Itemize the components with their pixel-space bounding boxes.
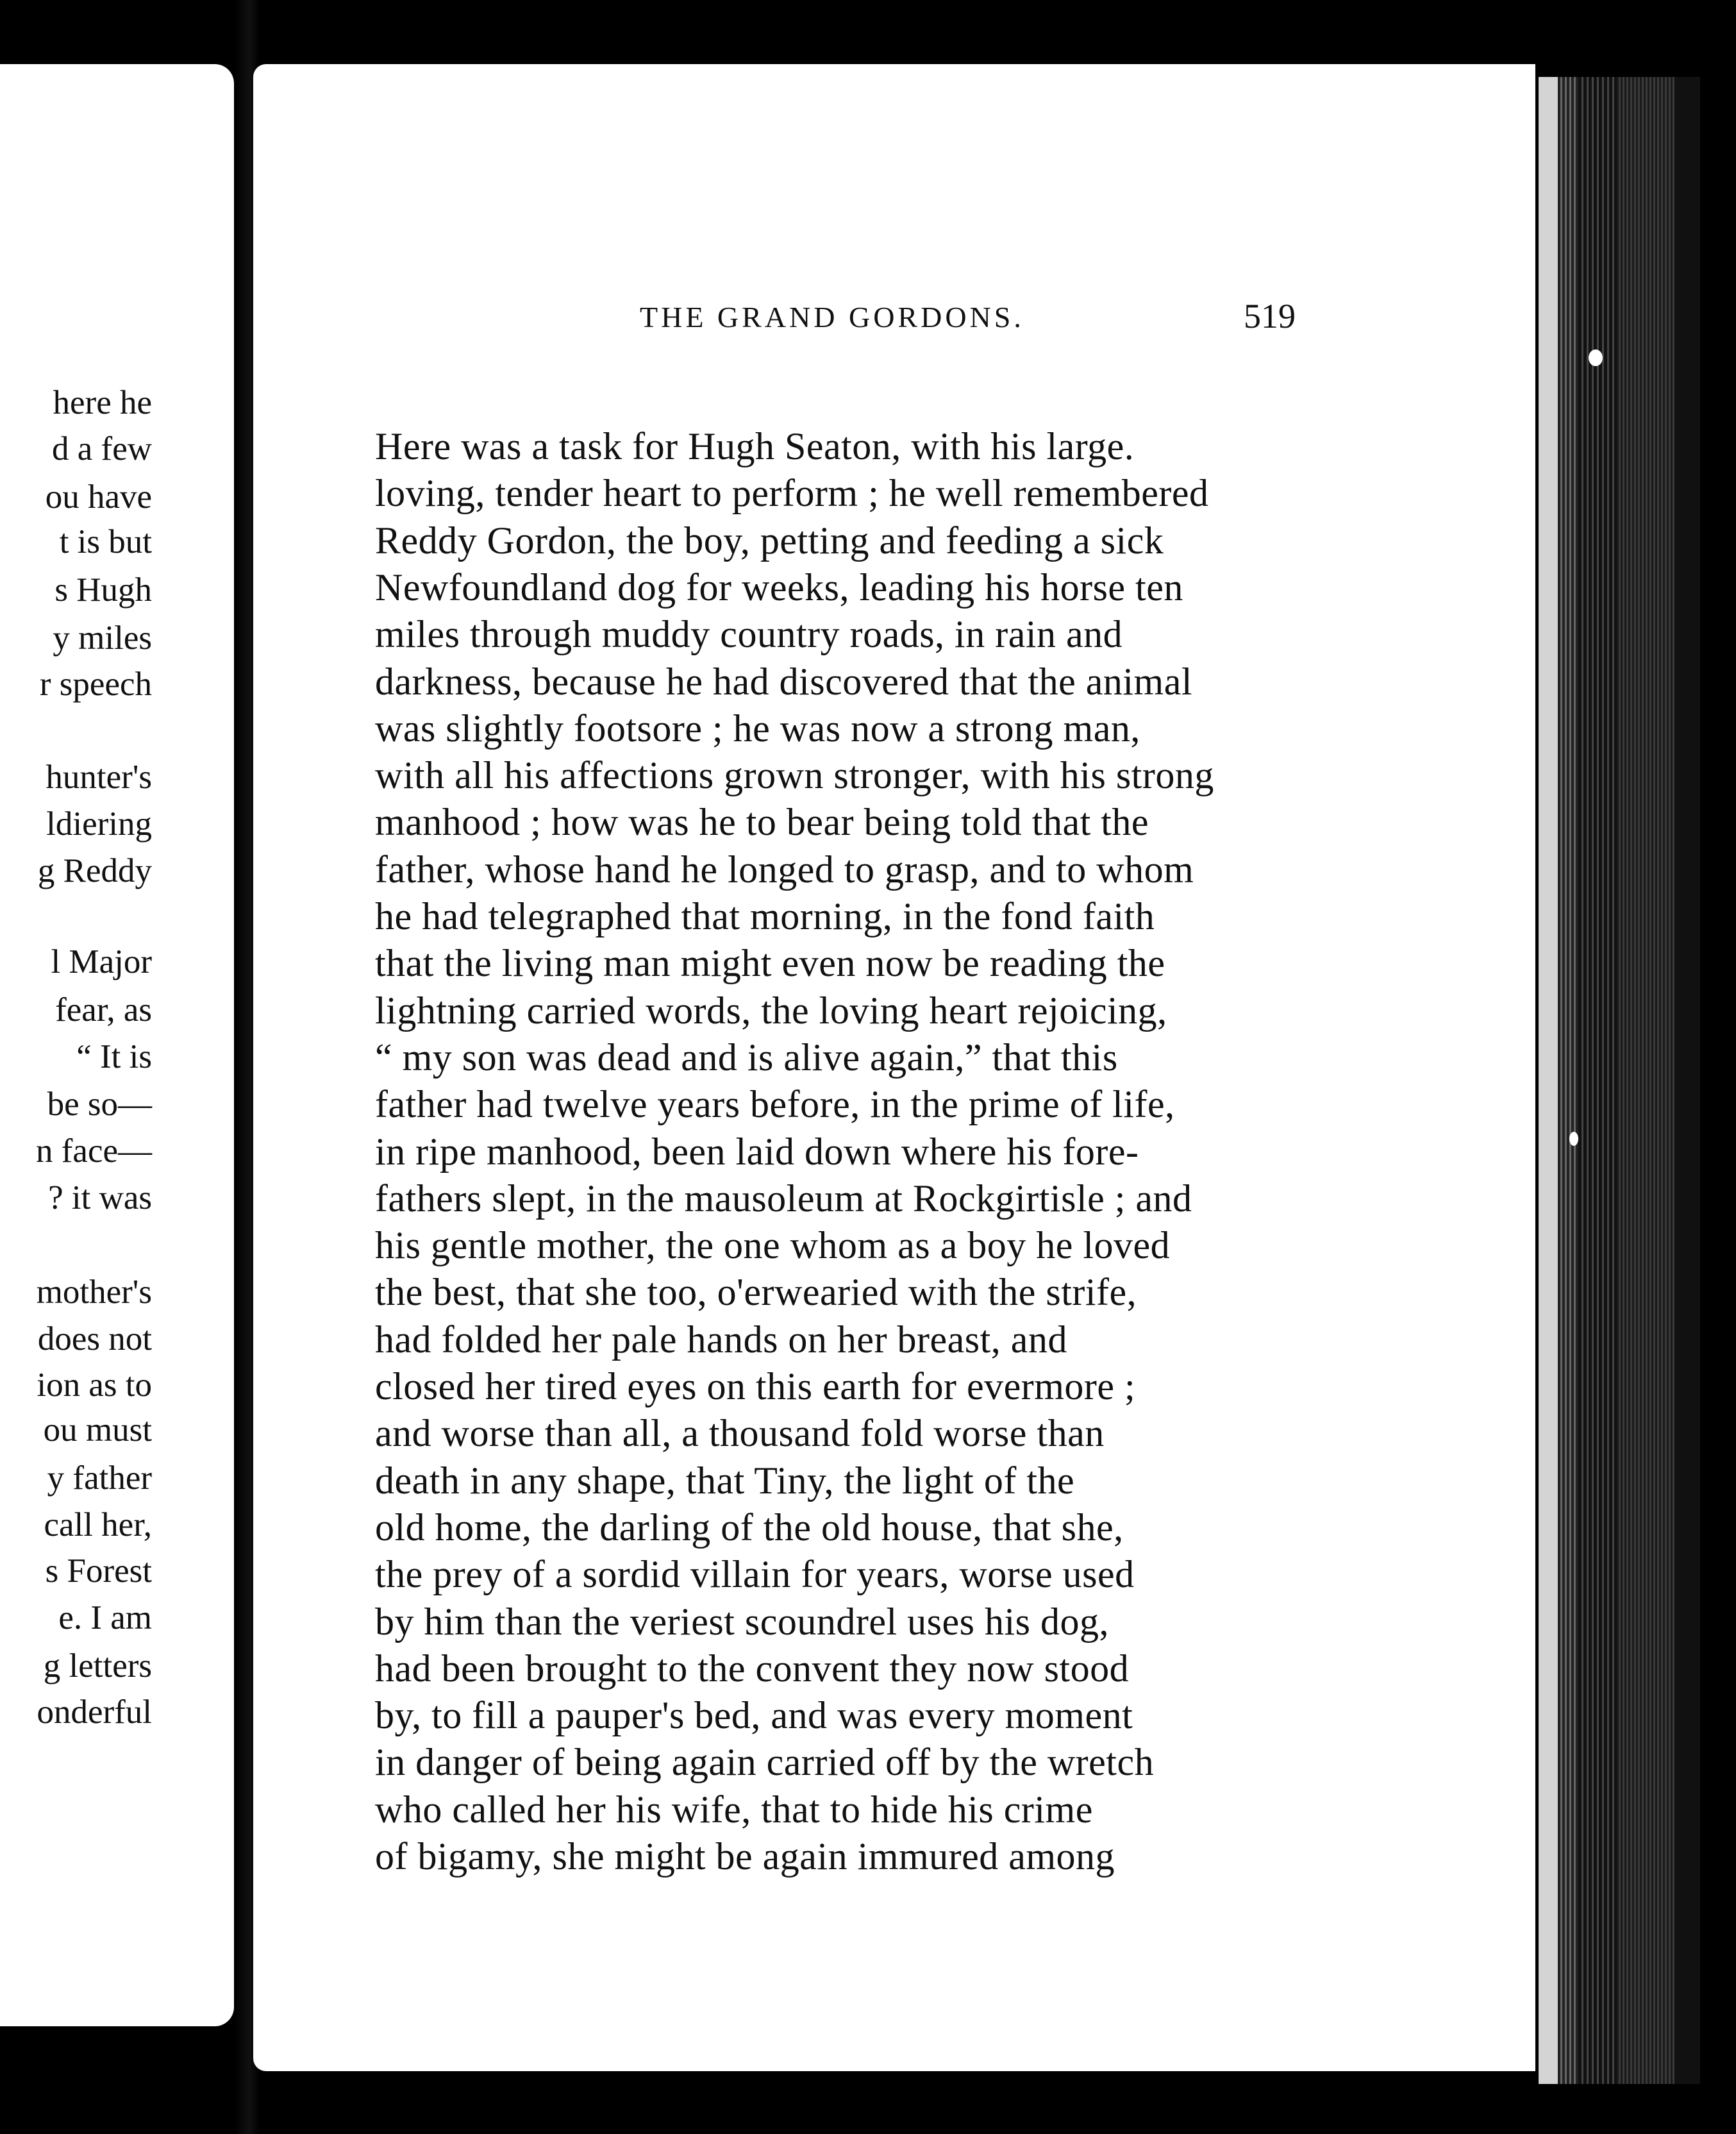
body-text-line: that the living man might even now be reading the [375,942,1165,985]
body-text-line: Newfoundland dog for weeks, leading his horse ten [375,566,1183,609]
right-page [253,64,1535,2071]
body-text-line: miles through muddy country roads, in rain and [375,613,1123,656]
body-text-line: fathers slept, in the mausoleum at Rockgirtisle ; and [375,1177,1192,1220]
left-page-line: “ It is [76,1038,152,1075]
dust-speck [1569,1132,1578,1146]
body-text-line: darkness, because he had discovered that the animal [375,660,1193,703]
page-edge-shadow [1539,77,1558,2084]
body-text-line: and worse than all, a thousand fold worse than [375,1412,1105,1455]
left-page-line: g letters [43,1647,152,1685]
body-text-line: father had twelve years before, in the prime of life, [375,1083,1175,1126]
left-page-line: t is but [59,523,152,560]
book-cover-edge [1674,77,1700,2084]
body-text-line: death in any shape, that Tiny, the light of the [375,1459,1075,1502]
body-text-line: with all his affections grown stronger, with his strong [375,754,1214,797]
left-page-line: y miles [53,619,152,657]
body-text-line: Reddy Gordon, the boy, petting and feeding a sick [375,519,1164,562]
body-text-line: the best, that she too, o'erwearied with the strife, [375,1271,1137,1314]
body-text-line: manhood ; how was he to bear being told that the [375,801,1149,844]
body-text-line: “ my son was dead and is alive again,” that this [375,1036,1118,1079]
left-page-line: ldiering [46,805,152,843]
body-text-line: loving, tender heart to perform ; he well remembered [375,472,1209,515]
page-stack-edge [1617,77,1674,2084]
left-page-line: d a few [52,430,152,467]
body-text-line: closed her tired eyes on this earth for evermore ; [375,1365,1136,1407]
body-text-line: father, whose hand he longed to grasp, and to whom [375,848,1194,891]
body-text-line: of bigamy, she might be again immured among [375,1835,1115,1878]
body-text-line: was slightly footsore ; he was now a strong man, [375,707,1140,750]
left-page-line: s Hugh [54,571,152,609]
body-text-line: old home, the darling of the old house, that she, [375,1506,1124,1549]
body-text-line: he had telegraphed that morning, in the fond faith [375,895,1155,937]
left-page-line: y father [47,1459,152,1497]
left-page-line: be so— [47,1086,152,1123]
body-text-line: had been brought to the convent they now stood [375,1647,1130,1690]
left-page-line: hunter's [46,759,152,796]
left-page-line: fear, as [55,991,152,1029]
body-text-line: lightning carried words, the loving heart rejoicing, [375,989,1167,1032]
left-page-line: does not [37,1320,152,1357]
left-page-line: call her, [44,1506,152,1543]
left-page-line: ou have [45,478,152,516]
left-page-line: ? it was [48,1179,152,1216]
page-stack-edge [1578,77,1617,2084]
body-text-line: his gentle mother, the one whom as a boy he loved [375,1224,1171,1267]
running-head: THE GRAND GORDONS. [640,301,1024,333]
left-page-line: n face— [36,1132,152,1170]
body-text-line: Here was a task for Hugh Seaton, with his large. [375,425,1135,467]
body-text-line: by, to fill a pauper's bed, and was every moment [375,1694,1133,1737]
left-page-line: ou must [43,1411,152,1449]
left-page-line: onderful [37,1693,152,1731]
page-number: 519 [1244,297,1296,335]
body-text-line: who called her his wife, that to hide his crime [375,1788,1093,1831]
left-page-line: s Forest [45,1552,152,1590]
left-page-line: g Reddy [37,852,152,889]
left-page-line: here he [53,384,152,421]
body-text-line: had folded her pale hands on her breast, and [375,1318,1067,1361]
body-text-line: in ripe manhood, been laid down where his fore- [375,1130,1139,1173]
body-text-line: by him than the veriest scoundrel uses his dog, [375,1600,1109,1643]
dust-speck [1589,349,1603,366]
left-page-line: ion as to [37,1366,152,1404]
left-page-line: e. I am [58,1599,152,1636]
body-text-line: the prey of a sordid villain for years, worse used [375,1553,1135,1596]
left-page-line: r speech [39,666,152,703]
left-page [0,64,234,2026]
left-page-line: l Major [51,943,152,980]
body-text-line: in danger of being again carried off by the wretch [375,1741,1155,1784]
left-page-line: mother's [36,1273,152,1311]
page-stack-edge [1558,77,1578,2084]
